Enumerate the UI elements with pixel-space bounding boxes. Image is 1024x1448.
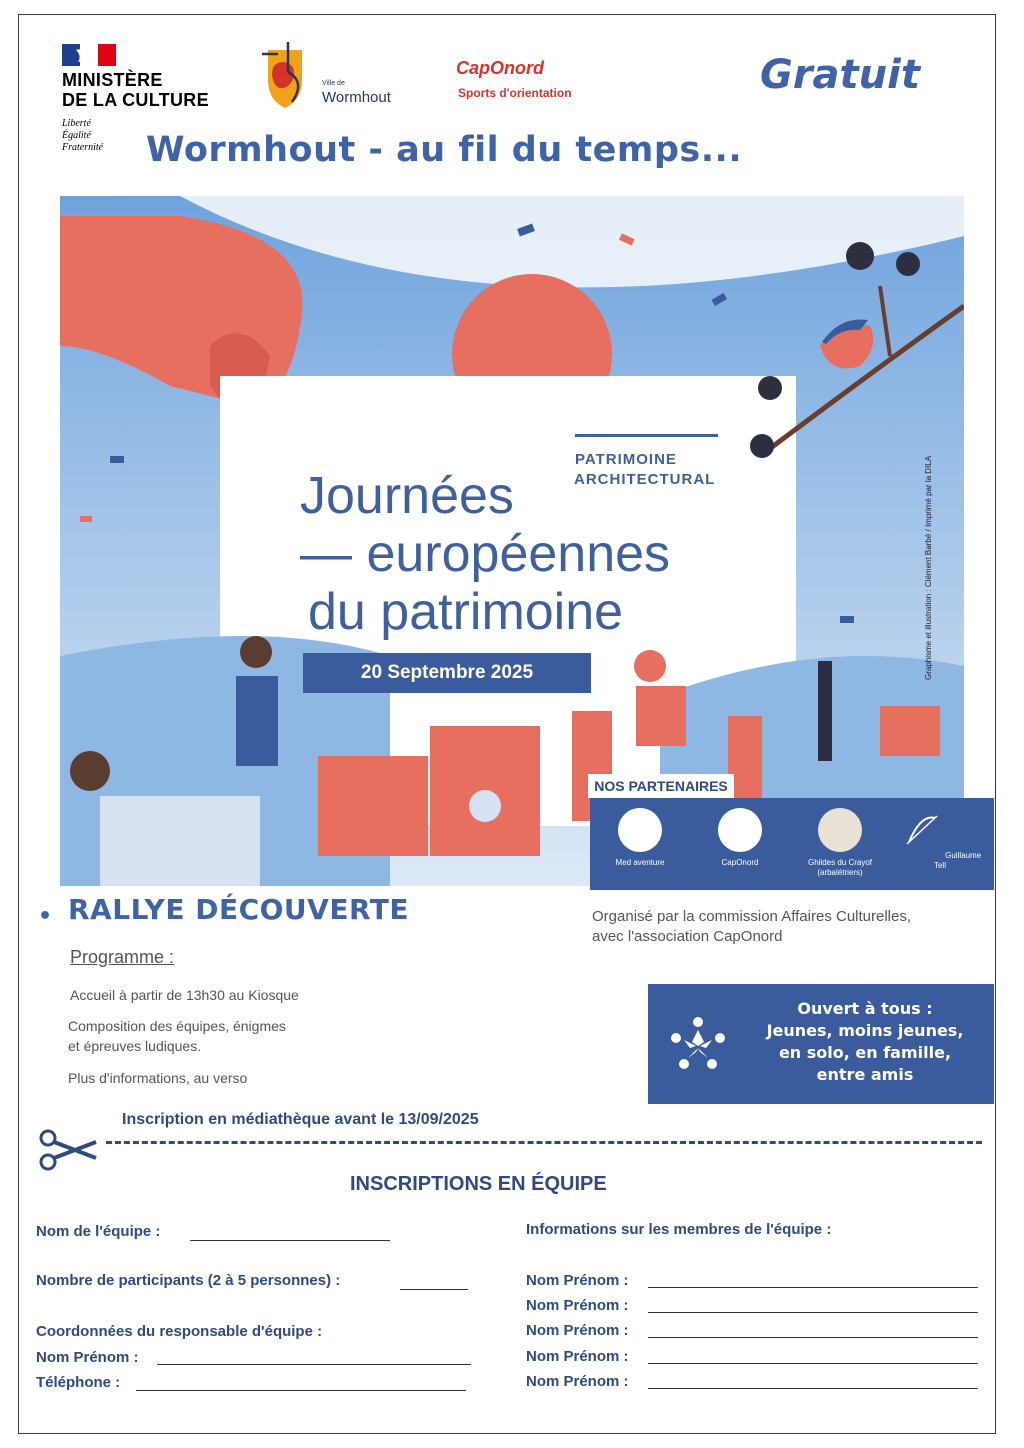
marianne-flag-icon <box>62 44 116 66</box>
people-circle-icon <box>668 1014 728 1074</box>
participants-field[interactable] <box>400 1289 468 1290</box>
jep-title-line-2: — européennes <box>300 525 671 583</box>
registration-deadline: Inscription en médiathèque avant le 13/09/2025 <box>122 1111 479 1128</box>
member-1-label: Nom Prénom : <box>526 1272 629 1289</box>
member-4-field[interactable] <box>648 1363 978 1364</box>
page-title: Wormhout - au fil du temps... <box>146 130 743 170</box>
wormhout-crest-icon <box>258 42 312 112</box>
participants-label: Nombre de participants (2 à 5 personnes) : <box>36 1272 341 1289</box>
caponord-logo-icon <box>718 808 762 852</box>
partner-guillaume-tell: Guillaume Tell <box>892 808 988 871</box>
event-date: 20 Septembre 2025 <box>303 653 591 693</box>
partner-crossbow-guild: Ghildes du Crayof (arbalétriers) <box>792 808 888 878</box>
program-title: Programme : <box>70 947 175 967</box>
partners-panel <box>590 798 994 890</box>
poster-credit: Graphisme et illustration : Clément Barbé / Imprimé par la DILA <box>924 455 933 680</box>
open-to-all-panel <box>648 984 994 1104</box>
scissors-icon <box>36 1128 100 1172</box>
partner-med-aventure: Med aventure <box>592 808 688 868</box>
member-5-label: Nom Prénom : <box>526 1373 629 1390</box>
members-title: Informations sur les membres de l'équipe : <box>526 1221 832 1238</box>
leader-name-label: Nom Prénom : <box>36 1349 139 1366</box>
leader-name-field[interactable] <box>157 1364 471 1365</box>
bullet-icon: • <box>38 904 53 929</box>
partners-title: NOS PARTENAIRES <box>588 774 734 798</box>
phone-field[interactable] <box>136 1390 466 1391</box>
member-4-label: Nom Prénom : <box>526 1348 629 1365</box>
ministry-name: MINISTÈRE DE LA CULTURE <box>62 70 209 110</box>
open-to-all-text: Ouvert à tous : Jeunes, moins jeunes, en solo, en famille, entre amis <box>766 999 964 1084</box>
form-title: INSCRIPTIONS EN ÉQUIPE <box>350 1173 607 1195</box>
rallye-title: RALLYE DÉCOUVERTE <box>68 893 409 926</box>
team-name-field[interactable] <box>190 1240 390 1241</box>
jep-title-line-1: Journées <box>300 467 514 525</box>
team-name-label: Nom de l'équipe : <box>36 1223 161 1240</box>
program-item-1: Accueil à partir de 13h30 au Kiosque <box>70 987 299 1003</box>
theme-line-1: PATRIMOINE <box>575 451 677 468</box>
member-2-field[interactable] <box>648 1312 978 1313</box>
crossbow-guild-logo-icon <box>818 808 862 852</box>
theme-divider-top <box>575 434 718 437</box>
member-3-label: Nom Prénom : <box>526 1322 629 1339</box>
member-1-field[interactable] <box>648 1287 978 1288</box>
organizer-text: Organisé par la commission Affaires Culturelles, avec l'association CapOnord <box>592 908 912 945</box>
jep-title-line-3: du patrimoine <box>308 583 624 641</box>
med-aventure-logo-icon <box>618 808 662 852</box>
member-2-label: Nom Prénom : <box>526 1297 629 1314</box>
partner-caponord: CapOnord <box>692 808 788 868</box>
member-3-field[interactable] <box>648 1337 978 1338</box>
republic-motto: Liberté Égalité Fraternité <box>62 118 104 153</box>
theme-line-2: ARCHITECTURAL <box>574 471 716 488</box>
program-item-3: Plus d'informations, au verso <box>68 1070 248 1086</box>
contact-label: Coordonnées du responsable d'équipe : <box>36 1323 323 1340</box>
ville-de-label: Ville de <box>322 80 345 87</box>
free-label: Gratuit <box>760 52 920 98</box>
program-item-2: Composition des équipes, énigmes et épreuves ludiques. <box>68 1018 286 1054</box>
member-5-field[interactable] <box>648 1388 978 1389</box>
caponord-logo: CapOnord <box>456 58 544 78</box>
archer-logo-icon <box>899 808 943 852</box>
ville-name: Wormhout <box>322 89 391 106</box>
caponord-tagline: Sports d'orientation <box>458 86 572 100</box>
phone-label: Téléphone : <box>36 1374 121 1391</box>
cut-line <box>106 1141 982 1144</box>
